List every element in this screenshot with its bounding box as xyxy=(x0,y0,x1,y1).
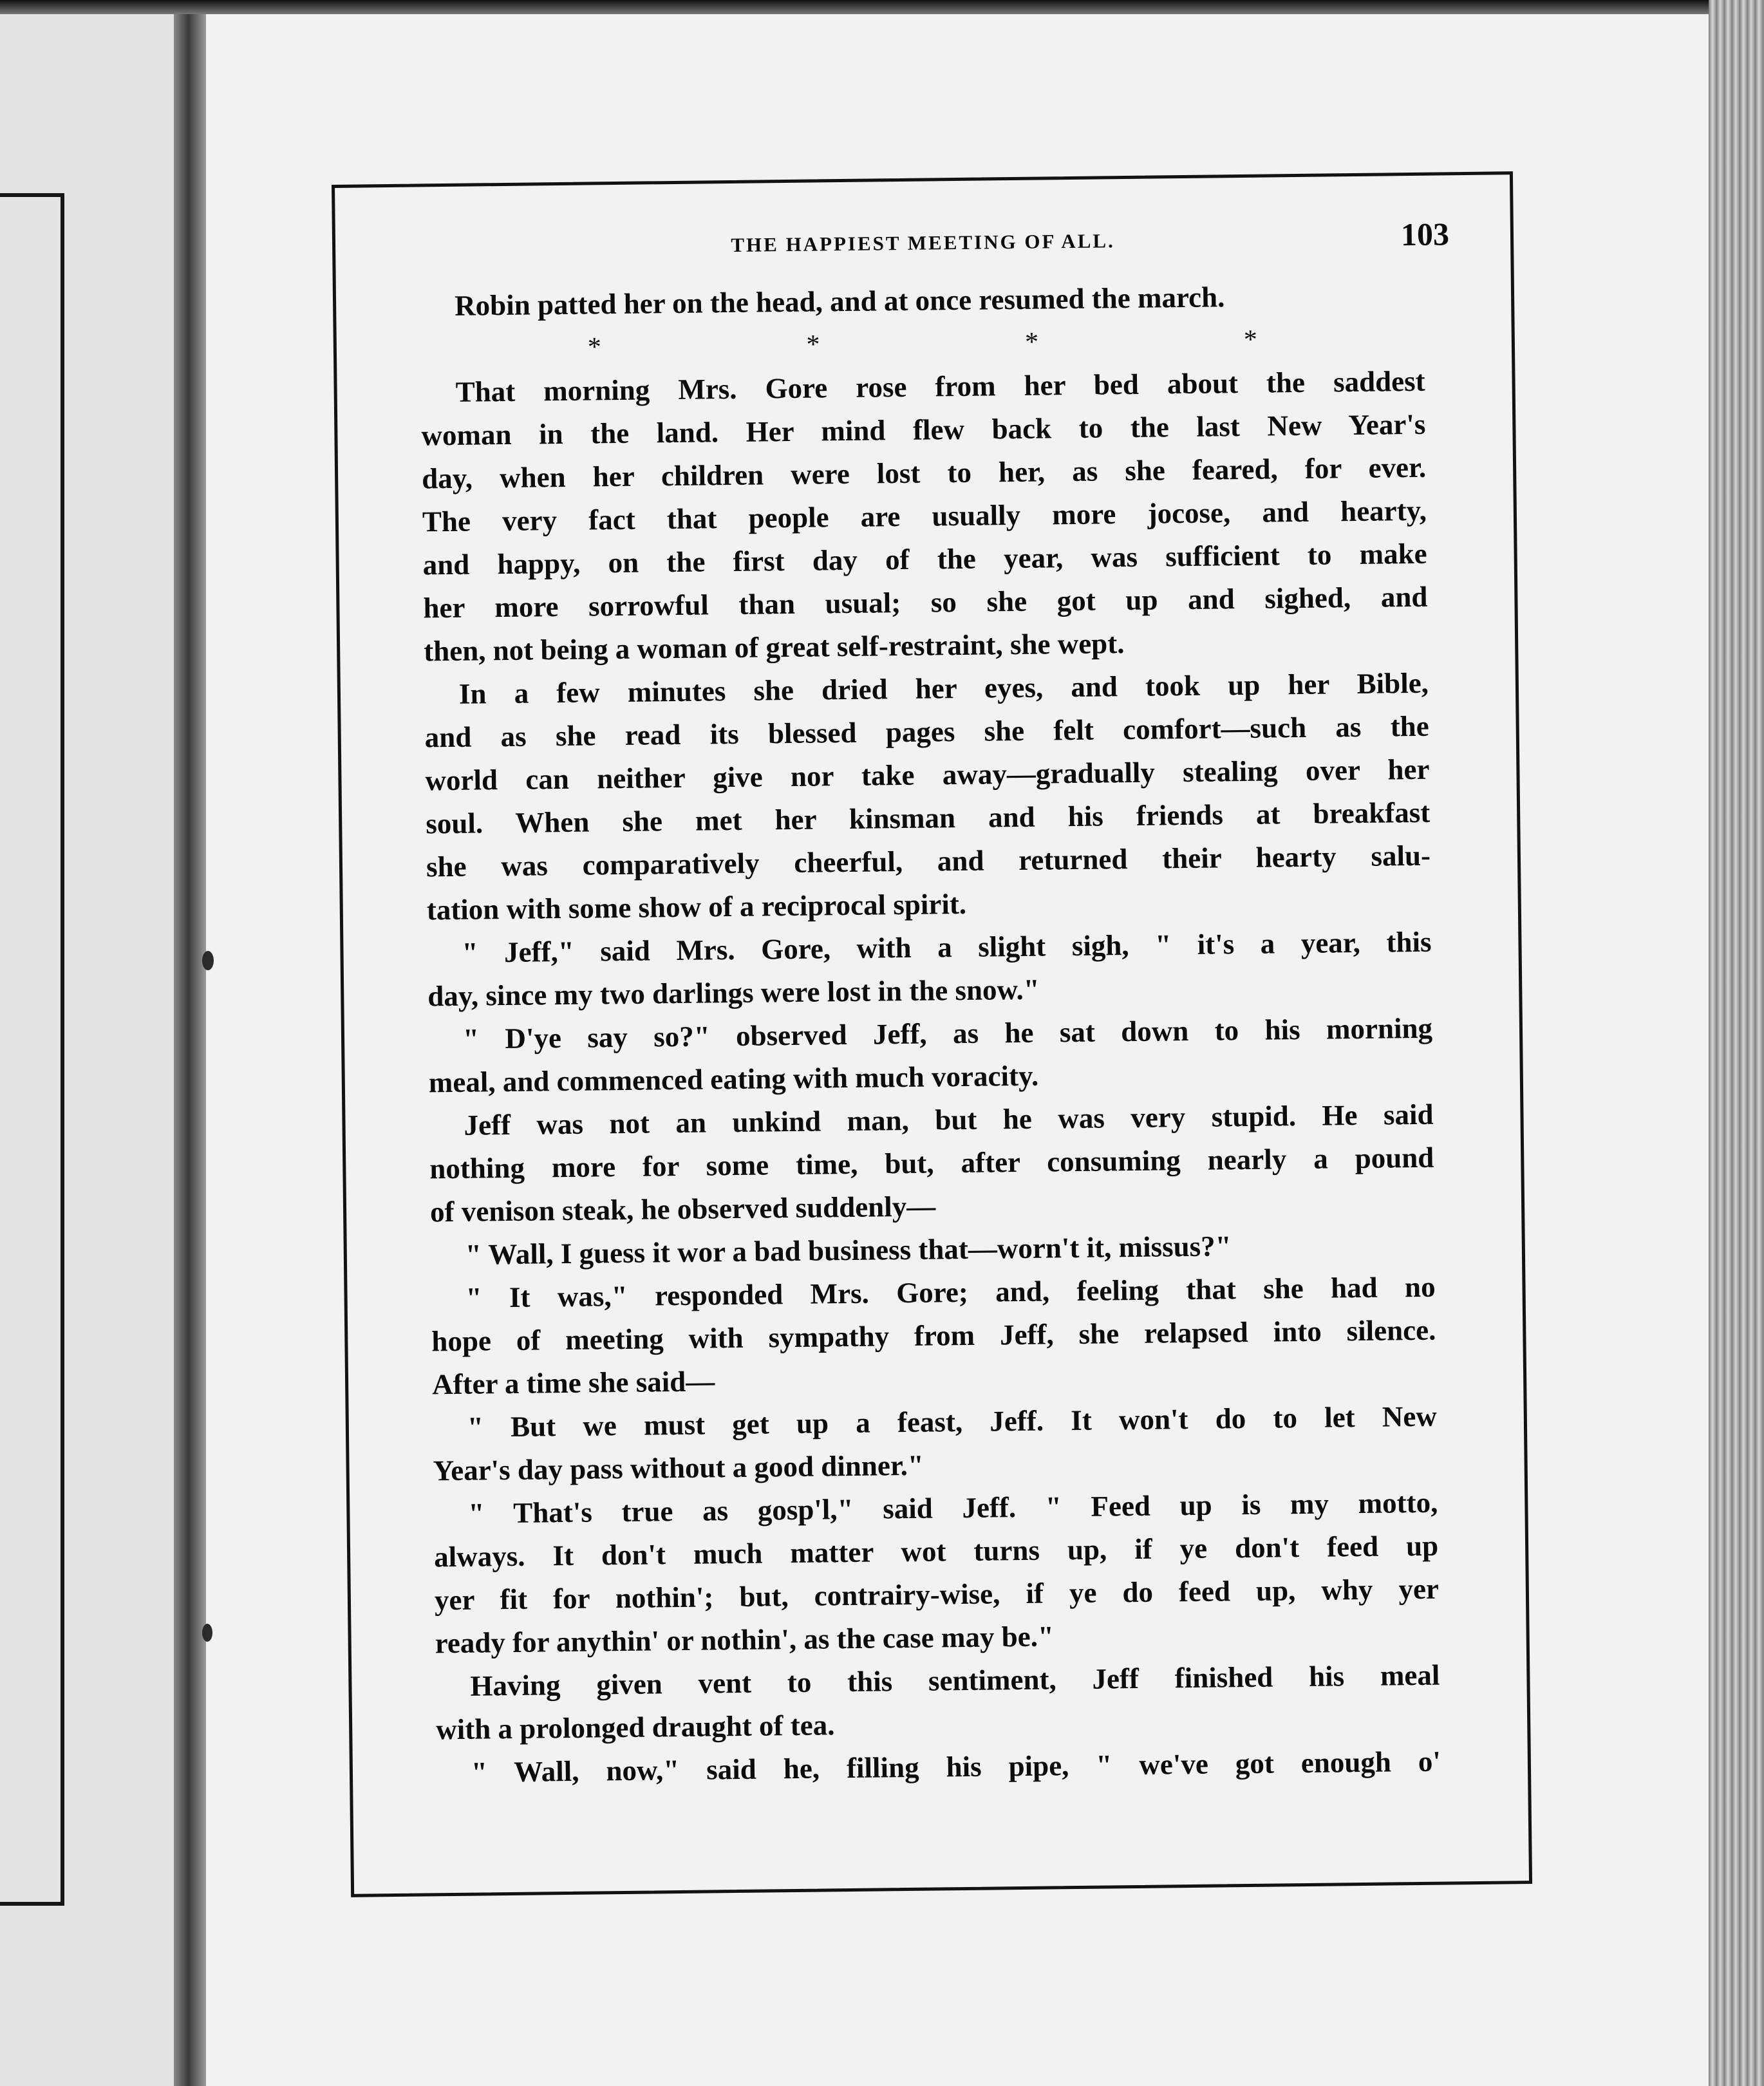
section-break-asterisk: * xyxy=(1024,327,1039,357)
text-line: then, not being a woman of great self-restraint, she wept. xyxy=(423,627,1125,668)
page-edges xyxy=(1709,0,1764,2086)
text-line: with a prolonged draught of tea. xyxy=(435,1709,835,1746)
text-line: That morning Mrs. Gore rose from her bed about the saddest xyxy=(455,364,1425,408)
running-title: THE HAPPIEST MEETING OF ALL. xyxy=(731,229,1115,256)
text-line: day, since my two darlings were lost in the snow." xyxy=(427,973,1040,1013)
text-line: Robin patted her on the head, and at once resumed the march. xyxy=(454,281,1225,322)
book-page xyxy=(206,14,1709,2086)
facing-page xyxy=(0,0,193,2086)
text-line: world can neither give nor take away—gradually stealing over her xyxy=(425,753,1430,797)
binding-hole-mark xyxy=(202,1624,212,1642)
text-block-after-break xyxy=(420,360,1441,1795)
text-line: In a few minutes she dried her eyes, and took up her Bible, xyxy=(458,666,1429,710)
text-line: nothing more for some time, but, after consuming nearly a pound xyxy=(429,1141,1434,1185)
facing-page-frame xyxy=(0,193,64,1906)
text-line: After a time she said— xyxy=(431,1365,715,1401)
text-line: always. It don't much matter wot turns up, if ye don't feed up xyxy=(433,1529,1439,1574)
text-line: soul. When she met her kinsman and his friends at breakfast xyxy=(425,796,1431,840)
text-line: yer fit for nothin'; but, contrairy-wise, if ye do feed up, why yer xyxy=(434,1572,1440,1617)
text-line: day, when her children were lost to her, as she feared, for ever. xyxy=(421,451,1427,495)
section-break-asterisk: * xyxy=(587,332,602,362)
page-number: 103 xyxy=(1400,216,1450,253)
text-line: meal, and commenced eating with much voracity. xyxy=(428,1059,1039,1099)
text-line: " It was," responded Mrs. Gore; and, feeling that she had no xyxy=(465,1270,1436,1314)
scan-top-edge xyxy=(0,0,1764,14)
text-line: " That's true as gosp'l," said Jeff. " Feed up is my motto, xyxy=(468,1486,1438,1530)
text-line: " Jeff," said Mrs. Gore, with a slight sigh, " it's a year, this xyxy=(462,925,1432,969)
text-line: " Wall, now," said he, filling his pipe, " we've got enough o' xyxy=(471,1745,1441,1789)
text-line: she was comparatively cheerful, and returned their hearty salu- xyxy=(426,839,1431,883)
text-line: woman in the land. Her mind flew back to the last New Year's xyxy=(421,408,1426,452)
text-line: and as she read its blessed pages she felt comfort—such as the xyxy=(424,709,1429,754)
text-line: of venison steak, he observed suddenly— xyxy=(429,1190,936,1228)
book-gutter xyxy=(174,0,206,2086)
text-line: Jeff was not an unkind man, but he was very stupid. He said xyxy=(464,1098,1434,1142)
text-line: " Wall, I guess it wor a bad business that—worn't it, missus?" xyxy=(465,1230,1232,1271)
text-line: and happy, on the first day of the year, was sufficient to make xyxy=(422,537,1427,581)
text-line: The very fact that people are usually more jocose, and hearty, xyxy=(422,494,1427,538)
text-line: " But we must get up a feast, Jeff. It won't do to let New xyxy=(467,1400,1438,1443)
text-frame xyxy=(332,171,1532,1897)
section-break-asterisk: * xyxy=(1243,324,1258,355)
section-break-asterisk: * xyxy=(806,330,820,360)
text-line: Having given vent to this sentiment, Jeff finished his meal xyxy=(470,1658,1440,1702)
running-head xyxy=(335,174,1510,265)
text-line: hope of meeting with sympathy from Jeff, she relapsed into silence. xyxy=(431,1313,1436,1358)
text-line: ready for anythin' or nothin', as the case may be." xyxy=(435,1620,1055,1660)
text-line: " D'ye say so?" observed Jeff, as he sat down to his morning xyxy=(462,1011,1433,1055)
text-line: her more sorrowful than usual; so she got up and sighed, and xyxy=(423,580,1428,625)
body-text xyxy=(420,274,1441,1795)
binding-hole-mark xyxy=(202,951,214,970)
text-line: Year's day pass without a good dinner." xyxy=(433,1449,924,1487)
text-line: tation with some show of a reciprocal spirit. xyxy=(426,887,967,926)
